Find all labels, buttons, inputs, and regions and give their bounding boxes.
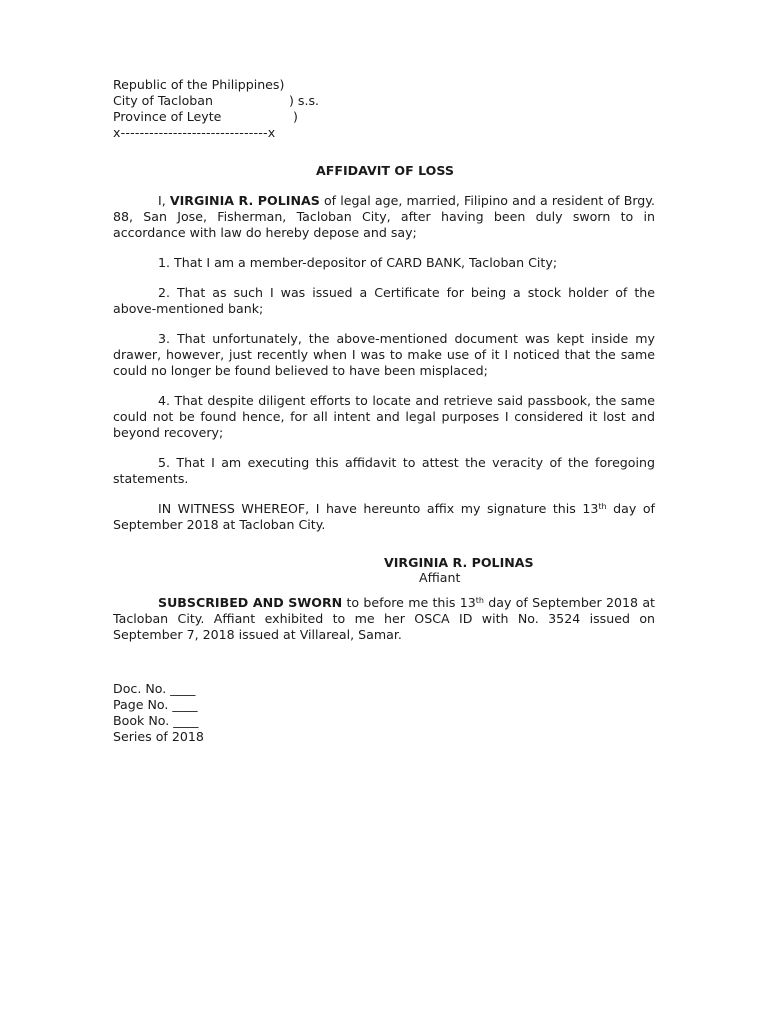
document-title: AFFIDAVIT OF LOSS xyxy=(316,163,454,178)
document-page xyxy=(113,77,655,745)
venue-country xyxy=(113,77,655,93)
signature-role: Affiant xyxy=(419,570,461,585)
notary-doc-no: Doc. No. ____ xyxy=(113,681,196,696)
signature-name: VIRGINIA R. POLINAS xyxy=(384,555,534,570)
notary-series: Series of 2018 xyxy=(113,729,204,744)
affiant-name-inline: VIRGINIA R. POLINAS xyxy=(169,193,320,208)
item-2: 2. That as such I was issued a Certificate for being a stock holder of the above-mentioned bank; xyxy=(113,285,655,316)
notary-block xyxy=(113,681,655,745)
witness-post: day of September 2018 at Tacloban City. xyxy=(113,501,655,532)
venue-province xyxy=(113,109,655,125)
item-4: 4. That despite diligent efforts to locate and retrieve said passbook, the same could not be found hence, for all intent and legal purposes I considered it lost and beyond recovery; xyxy=(113,393,655,440)
jurat-pre: to before me this 13 xyxy=(342,595,476,610)
witness-pre: IN WITNESS WHEREOF, I have hereunto affix my signature this 13 xyxy=(158,501,599,516)
venue-country-text: Republic of the Philippines) xyxy=(113,77,285,92)
jurat-post: day of September 2018 at Tacloban City. Affiant exhibited to me her OSCA ID with No. 3524 issued on September 7, 2018 issued at Villareal, Samar. xyxy=(113,595,655,642)
signature-block xyxy=(113,555,655,595)
notary-book-no: Book No. ____ xyxy=(113,713,199,728)
venue-city xyxy=(113,93,655,109)
jurat-sup: th xyxy=(475,596,484,605)
notary-page-no: Page No. ____ xyxy=(113,697,198,712)
witness-paragraph xyxy=(113,501,655,533)
intro-post: of legal age, married, Filipino and a resident of Brgy. 88, San Jose, Fisherman, Tacloban City, after having been duly sworn to in accordance with law do hereby depose and say; xyxy=(113,193,655,240)
item-5: 5. That I am executing this affidavit to attest the veracity of the foregoing statements. xyxy=(113,455,655,486)
intro-paragraph xyxy=(113,193,655,241)
venue-ss: ) s.s. xyxy=(289,93,320,108)
item-1: 1. That I am a member-depositor of CARD BANK, Tacloban City; xyxy=(158,255,558,270)
venue-separator: x-------------------------------x xyxy=(113,125,276,140)
venue-paren: ) xyxy=(293,109,298,124)
venue-province-text: Province of Leyte xyxy=(113,109,222,124)
venue-city-text: City of Tacloban xyxy=(113,93,213,108)
witness-sup: th xyxy=(598,502,607,511)
jurat-paragraph xyxy=(113,595,655,643)
intro-pre: I, xyxy=(158,193,170,208)
jurat-bold: SUBSCRIBED AND SWORN xyxy=(158,595,343,610)
item-3: 3. That unfortunately, the above-mentioned document was kept inside my drawer, however, just recently when I was to make use of it I noticed that the same could no longer be found believed to have been misplaced; xyxy=(113,331,655,378)
venue-block xyxy=(113,77,655,141)
